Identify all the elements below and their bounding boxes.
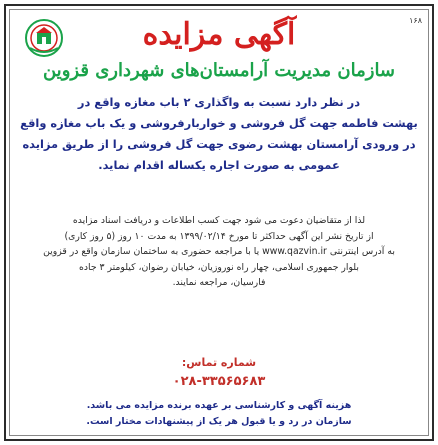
contact-phone: ۰۲۸-۳۳۵۶۵۶۸۳	[172, 374, 266, 389]
highlight-line: در ورودی آرامستان بهشت رضوی جهت گل فروشی را از طریق مزایده	[22, 137, 416, 151]
municipality-logo-icon	[24, 18, 64, 58]
notes	[16, 398, 422, 430]
body-line: بلوار جمهوری اسلامی، چهار راه نوروزیان، خیابان رضوان، کیلومتر ۳ جاده	[79, 261, 359, 273]
highlight-line: در نظر دارد نسبت به واگذاری ۲ باب مغازه واقع در	[77, 95, 361, 109]
body-line: فارسیان، مراجعه نمایند.	[172, 277, 266, 289]
title-row	[66, 14, 372, 54]
body-line: به آدرس اینترنتی www.qazvin.ir یا با مراجعه حضوری به ساختمان سازمان واقع در قزوین	[43, 246, 395, 258]
highlight-line: بهشت فاطمه جهت گل فروشی و خواربارفروشی و یک باب مغازه واقع	[20, 116, 418, 130]
contact-label: شماره تماس:	[181, 356, 257, 369]
page-title: آگهی مزایده	[142, 16, 296, 52]
body-line: لذا از متقاضیان دعوت می شود جهت کسب اطلاعات و دریافت اسناد مزایده	[72, 215, 366, 226]
announcement-body	[16, 213, 422, 291]
advertisement-frame	[4, 4, 434, 441]
page-number: ۱۶۸	[409, 16, 422, 25]
note-line: سازمان در رد و یا قبول هر یک از پیشنهادات مختار است.	[86, 416, 352, 427]
highlight-line: عمومی به صورت اجاره یکساله اقدام نماید.	[98, 158, 340, 172]
note-line: هزینه آگهی و کارشناسی بر عهده برنده مزایده می باشد.	[86, 400, 352, 411]
organization-name: سازمان مدیریت آرامستان‌های شهرداری قزوین	[42, 60, 396, 81]
announcement-highlight	[16, 92, 422, 210]
body-line: از تاریخ نشر این آگهی حداکثر تا مورخ ۱۳۹۹/۰۲/۱۴ به مدت ۱۰ روز (۵ روز کاری)	[64, 230, 374, 242]
